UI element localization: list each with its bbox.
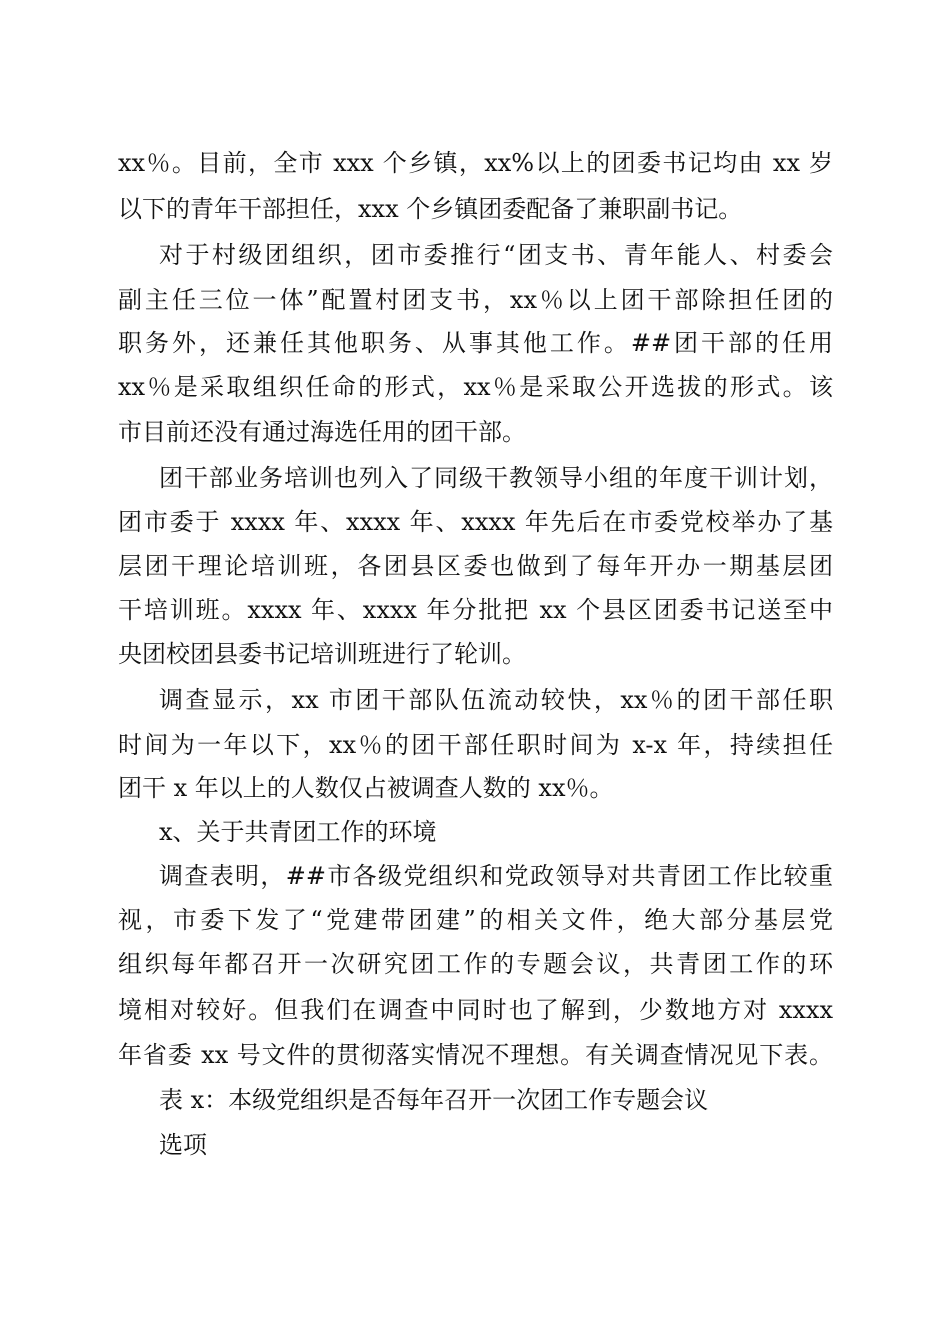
text-line-20: 境相对较好。但我们在调查中同时也了解到，少数地方对 xxxx (118, 996, 833, 1024)
text-line-1: xx％。目前，全市 xxx 个乡镇，xx%以上的团委书记均由 xx 岁 (118, 149, 833, 177)
table-header-option: 选项 (159, 1131, 207, 1159)
text-line-19: 组织每年都召开一次研究团工作的专题会议，共青团工作的环 (118, 950, 833, 978)
text-line-18: 视，市委下发了“党建带团建”的相关文件，绝大部分基层党 (118, 906, 833, 934)
text-line-15: 团干 x 年以上的人数仅占被调查人数的 xx％。 (118, 774, 614, 802)
text-line-10: 层团干理论培训班，各团县区委也做到了每年开办一期基层团 (118, 552, 833, 580)
section-heading: x、关于共青团工作的环境 (159, 818, 437, 846)
text-line-13: 调查显示，xx 市团干部队伍流动较快，xx％的团干部任职 (159, 686, 833, 714)
text-line-2: 以下的青年干部担任，xxx 个乡镇团委配备了兼职副书记。 (118, 195, 743, 223)
text-line-5: 职务外，还兼任其他职务、从事其他工作。##团干部的任用 (118, 329, 833, 357)
text-line-17: 调查表明，##市各级党组织和党政领导对共青团工作比较重 (159, 862, 833, 890)
text-line-11: 干培训班。xxxx 年、xxxx 年分批把 xx 个县区团委书记送至中 (118, 596, 833, 624)
text-line-12: 央团校团县委书记培训班进行了轮训。 (118, 640, 526, 668)
text-line-4: 副主任三位一体”配置村团支书，xx％以上团干部除担任团的 (118, 286, 833, 314)
text-line-9: 团市委于 xxxx 年、xxxx 年、xxxx 年先后在市委党校举办了基 (118, 508, 833, 536)
text-line-14: 时间为一年以下，xx％的团干部任职时间为 x-x 年，持续担任 (118, 731, 833, 759)
text-line-7: 市目前还没有通过海选任用的团干部。 (118, 418, 526, 446)
text-line-3: 对于村级团组织，团市委推行“团支书、青年能人、村委会 (159, 241, 833, 269)
text-line-21: 年省委 xx 号文件的贯彻落实情况不理想。有关调查情况见下表。 (118, 1041, 833, 1069)
table-caption: 表 x：本级党组织是否每年召开一次团工作专题会议 (159, 1086, 709, 1114)
text-line-8: 团干部业务培训也列入了同级干教领导小组的年度干训计划， (159, 464, 833, 492)
text-line-6: xx％是采取组织任命的形式，xx％是采取公开选拔的形式。该 (118, 373, 833, 401)
